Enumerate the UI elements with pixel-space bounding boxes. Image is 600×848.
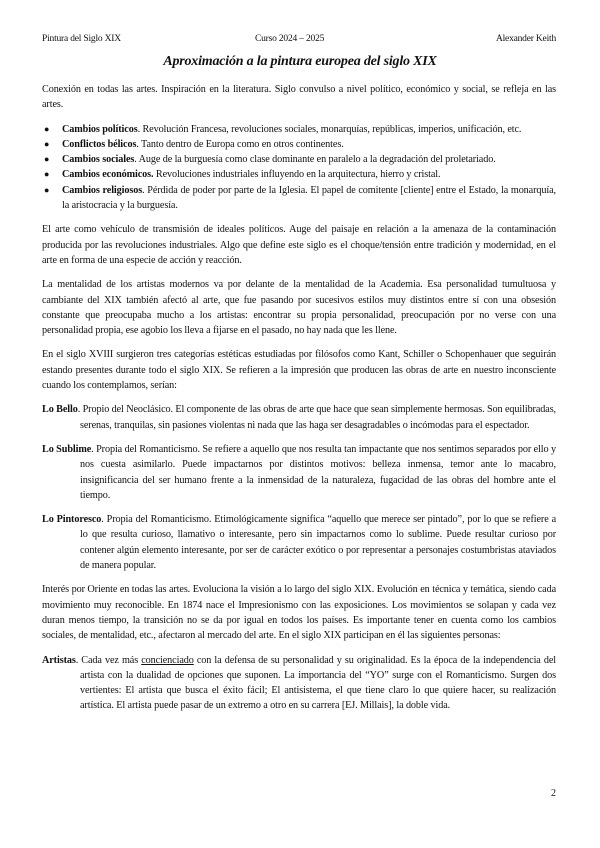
definition-text: . Cada vez más <box>75 654 142 666</box>
list-item-text: Revoluciones industriales influyendo en la arquitectura, hierro y cristal. <box>153 169 441 181</box>
list-item-term: Cambios religiosos <box>62 184 143 196</box>
page-title: Aproximación a la pintura europea del siglo XIX <box>163 54 437 69</box>
definition-text: con la defensa de su personalidad y su originalidad. Es la época de la independencia del artista con la dualidad de opciones que suponen. La importancia del “YO” surge con el Romanticismo. Surgen dos vertientes: El artista que busca el éxito fácil; El antisistema, el que tiene claro lo que quiere hacer, su realización artística. El artista puede pasar de un extremo a otro en su carrera [EJ. Millais], la doble vida. <box>80 654 556 712</box>
header-academic-year: Curso 2024 – 2025 <box>255 34 325 44</box>
list-item <box>42 152 556 167</box>
bullet-icon: ● <box>44 154 50 165</box>
header-author: Alexander Keith <box>495 34 556 44</box>
header-course-name: Pintura del Siglo XIX <box>42 34 121 44</box>
definition-term: Artistas <box>42 654 76 666</box>
list-item <box>42 122 556 137</box>
list-item-text: . Revolución Francesa, revoluciones sociales, monarquías, repúblicas, imperios, unificación, etc. <box>137 123 522 135</box>
changes-list <box>42 122 556 214</box>
page-number: 2 <box>551 788 556 799</box>
definition-term: Lo Bello <box>42 404 78 416</box>
definition-artistas <box>42 653 556 714</box>
definition-text: . Propio del Neoclásico. El componente de las obras de arte que hace que sean simplemente hermosas. Son equilibradas, serenas, tranquilas, sin pasiones violentas ni nada que las haga ser desagradables o incómodas para el espectador. <box>77 404 556 431</box>
list-item-text: . Auge de la burguesía como clase dominante en paralelo a la degradación del proletariado. <box>134 154 496 166</box>
list-item-term: Cambios sociales <box>62 154 135 166</box>
paragraph-orient-interest: Interés por Oriente en todas las artes. Evoluciona la visión a lo largo del siglo XIX. Evolución en técnica y temática, siendo cada movimiento muy reconocible. En 1874 nace el Impresionismo con las exposiciones. Los movimientos se solapan y cada vez duran menos tiempo, la transición no se da por igual en todos los países. Es importante tener en cuenta como los cambios sociales, de mentalidad, etc., afectaron al mercado del arte. En el siglo XIX participan en él las siguientes personas: <box>42 584 556 642</box>
list-item-text: . Pérdida de poder por parte de la Iglesia. El papel de comitente [cliente] entre el Estado, la monarquía, la aristocracia y la burguesía. <box>62 184 556 212</box>
participants-definitions <box>42 653 556 714</box>
list-item-term: Cambios económicos. <box>62 169 154 181</box>
bullet-icon: ● <box>44 123 50 134</box>
paragraph-political-art: El arte como vehículo de transmisión de ideales políticos. Auge del paisaje en relación a la amenaza de la contaminación producida por las revoluciones industriales. Algo que define este siglo es el choque/tensión entre tradición y modernidad, en el arte en forma de una especie de acción y reacción. <box>42 224 556 266</box>
definition-sublime <box>42 442 556 503</box>
page-header <box>42 34 556 48</box>
definition-text: . Propia del Romanticismo. Se refiere a aquello que nos resulta tan impactante que nos sentimos separados por ello y nos cuesta asimilarlo. Puede impactarnos por distintos motivos: belleza inmensa, temor ante lo macabro, insignificancia del ser humano frente a la inmensidad de la naturaleza, fugacidad de las obras del hombre ante el tiempo. <box>80 443 556 501</box>
list-item-text: . Tanto dentro de Europa como en otros continentes. <box>136 138 344 150</box>
paragraph-aesthetic-categories: En el siglo XVIII surgieron tres categorías estéticas estudiadas por filósofos como Kant, Schiller o Schopenhauer que seguirán estando presentes durante todo el siglo XIX. Se refieren a la impresión que producen las obras de arte en nuestro inconsciente cuando los contemplamos, serían: <box>42 349 556 392</box>
list-item <box>42 137 556 152</box>
definition-term: Lo Sublime <box>42 443 92 455</box>
definition-text: . Propia del Romanticismo. Etimológicamente significa “aquello que merece ser pintado”, por lo que se refiere a lo que resulta curioso, llamativo o interesante, pero sin impactarnos como lo sublime. Puede resultar curioso por contener algún elemento interesante, por ser de carácter exótico o por representar a personajes costumbristas ataviados de manera popular. <box>80 514 557 572</box>
bullet-icon: ● <box>44 138 50 149</box>
list-item-term: Cambios políticos <box>62 123 138 135</box>
list-item <box>42 183 556 214</box>
intro-paragraph: Conexión en todas las artes. Inspiración en la literatura. Siglo convulso a nivel político, económico y social, se refleja en las artes. <box>42 84 556 111</box>
list-item <box>42 167 556 182</box>
definition-bello <box>42 402 556 433</box>
paragraph-artist-mentality: La mentalidad de los artistas modernos va por delante de la mentalidad de la Academia. Esa personalidad tumultuosa y cambiante del XIX también afectó al arte, que fue pasando por sucesivos estilos muy distintos entre sí con una obsesión constante que preocupaba mucho a los artistas: encontrar su propia personalidad, preocupación por no verse con una personalidad propia, ese agobio los lleva a fijarse en el pasado, no hay nada que les llene. <box>42 279 556 337</box>
definition-term: Lo Pintoresco <box>42 514 102 526</box>
underlined-word: concienciado <box>141 654 194 666</box>
bullet-icon: ● <box>44 184 50 195</box>
document-body <box>42 82 556 723</box>
list-item-term: Conflictos bélicos <box>62 138 137 150</box>
aesthetic-definitions <box>42 402 556 573</box>
bullet-icon: ● <box>44 169 50 180</box>
definition-pintoresco <box>42 512 556 573</box>
